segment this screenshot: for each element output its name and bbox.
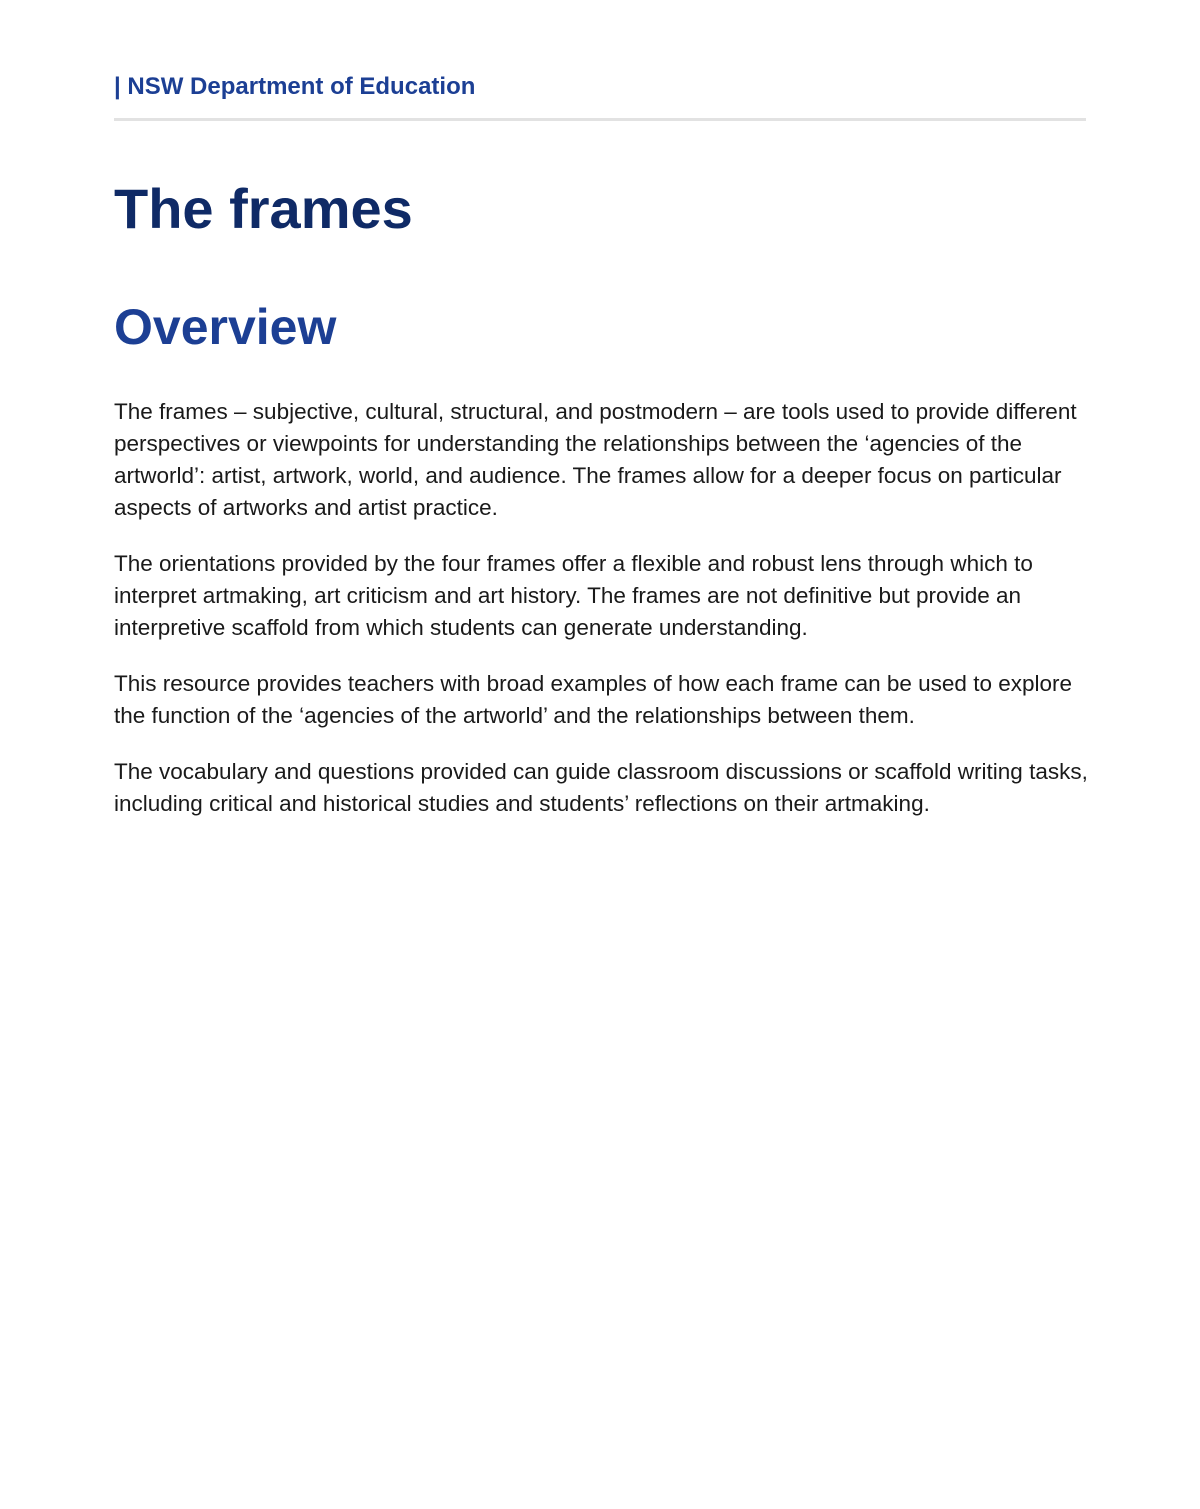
paragraph: The orientations provided by the four frames offer a flexible and robust lens through which to interpret artmaking, art criticism and art history. The frames are not definitive but provide an interpretive scaffold from which students can generate understanding. bbox=[114, 551, 1033, 640]
page-title: The frames bbox=[114, 177, 413, 240]
header-divider bbox=[114, 118, 1086, 121]
paragraph: The frames – subjective, cultural, structural, and postmodern – are tools used to provide different perspectives or viewpoints for understanding the relationships between the ‘agencies of the artworld’: artist, artwork, world, and audience. The frames allow for a deeper focus on particular aspects of artworks and artist practice. bbox=[114, 399, 1077, 520]
paragraph: This resource provides teachers with broad examples of how each frame can be used to explore the function of the ‘agencies of the artworld’ and the relationships between them. bbox=[114, 671, 1073, 728]
paragraph: The vocabulary and questions provided can guide classroom discussions or scaffold writing tasks, including critical and historical studies and students’ reflections on their artmaking. bbox=[114, 759, 1088, 816]
section-heading-overview: Overview bbox=[114, 299, 337, 355]
overview-body bbox=[114, 396, 1094, 844]
running-header: | NSW Department of Education bbox=[114, 73, 476, 100]
